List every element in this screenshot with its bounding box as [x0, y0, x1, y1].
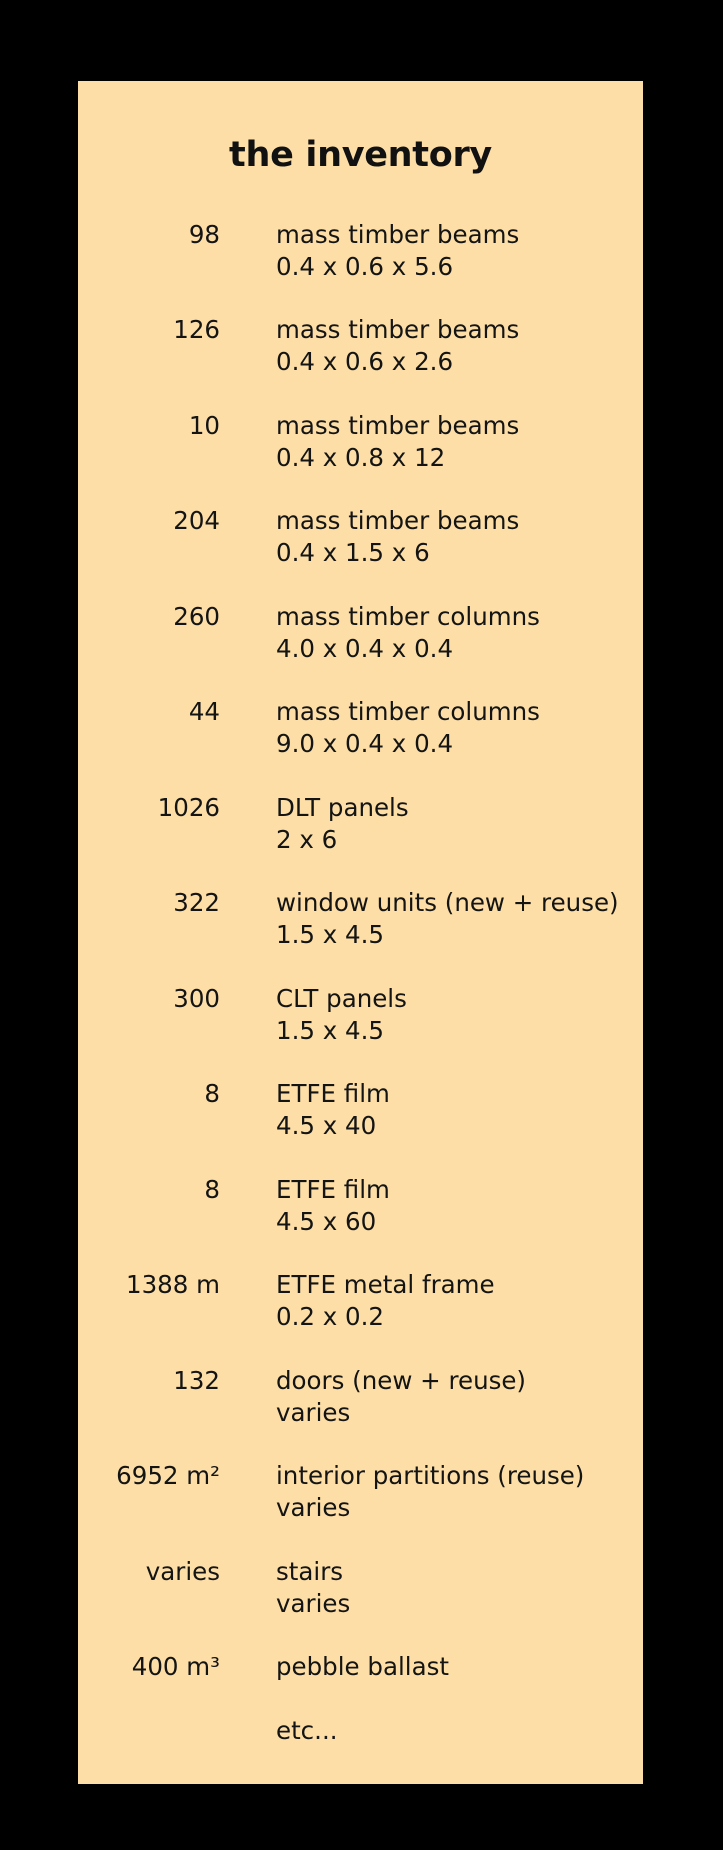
item-description [276, 601, 636, 665]
item-name: etc... [276, 1716, 338, 1745]
item-dimensions: 4.0 x 0.4 x 0.4 [276, 634, 454, 663]
inventory-title: the inventory [229, 135, 492, 175]
item-description [276, 1078, 636, 1142]
item-dimensions: 2 x 6 [276, 825, 338, 854]
item-dimensions: 0.4 x 0.6 x 5.6 [276, 252, 454, 281]
item-quantity: 8 [204, 1079, 220, 1108]
item-quantity: 44 [188, 697, 220, 726]
item-description [276, 983, 636, 1047]
item-name: ETFE metal frame [276, 1270, 495, 1299]
item-dimensions: 0.2 x 0.2 [276, 1302, 385, 1331]
item-description [276, 792, 636, 856]
item-dimensions: 1.5 x 4.5 [276, 1016, 385, 1045]
item-dimensions: varies [276, 1493, 351, 1522]
item-dimensions: 4.5 x 60 [276, 1207, 377, 1236]
item-quantity: 98 [188, 220, 220, 249]
item-name: DLT panels [276, 793, 409, 822]
item-quantity: 6952 m² [116, 1461, 220, 1490]
item-description [276, 219, 636, 283]
item-description [276, 1460, 636, 1524]
item-dimensions: 1.5 x 4.5 [276, 920, 385, 949]
item-quantity: 322 [173, 888, 220, 917]
item-quantity: 300 [173, 984, 220, 1013]
item-dimensions: 4.5 x 40 [276, 1111, 377, 1140]
item-quantity: 260 [173, 602, 220, 631]
item-description [276, 505, 636, 569]
item-quantity: 126 [173, 315, 220, 344]
item-description [276, 1651, 636, 1683]
item-quantity: 1388 m [125, 1270, 220, 1299]
item-description [276, 1715, 636, 1747]
inventory-panel [78, 81, 643, 1784]
item-description [276, 1556, 636, 1620]
item-name: CLT panels [276, 984, 407, 1013]
item-name: ETFE film [276, 1175, 390, 1204]
item-dimensions: 0.4 x 1.5 x 6 [276, 538, 430, 567]
item-name: mass timber beams [276, 220, 520, 249]
item-name: window units (new + reuse) [276, 888, 619, 917]
item-dimensions: 9.0 x 0.4 x 0.4 [276, 729, 454, 758]
item-description [276, 887, 636, 951]
item-description [276, 314, 636, 378]
item-name: pebble ballast [276, 1652, 449, 1681]
item-dimensions: varies [276, 1398, 351, 1427]
item-description [276, 1365, 636, 1429]
item-quantity: 10 [188, 411, 220, 440]
item-description [276, 696, 636, 760]
item-quantity: 204 [173, 506, 220, 535]
item-name: mass timber beams [276, 315, 520, 344]
item-dimensions: varies [276, 1589, 351, 1618]
item-dimensions: 0.4 x 0.6 x 2.6 [276, 347, 454, 376]
item-name: ETFE film [276, 1079, 390, 1108]
item-description [276, 1174, 636, 1238]
item-name: mass timber columns [276, 697, 540, 726]
item-quantity: varies [145, 1557, 220, 1586]
item-quantity: 400 m³ [131, 1652, 220, 1681]
item-description [276, 1269, 636, 1333]
item-name: interior partitions (reuse) [276, 1461, 585, 1490]
item-name: mass timber beams [276, 411, 520, 440]
item-description [276, 410, 636, 474]
item-quantity: 1026 [157, 793, 220, 822]
item-quantity: 8 [204, 1175, 220, 1204]
item-dimensions: 0.4 x 0.8 x 12 [276, 443, 446, 472]
item-quantity: 132 [173, 1366, 220, 1395]
item-name: mass timber columns [276, 602, 540, 631]
item-name: mass timber beams [276, 506, 520, 535]
item-name: doors (new + reuse) [276, 1366, 526, 1395]
item-name: stairs [276, 1557, 344, 1586]
